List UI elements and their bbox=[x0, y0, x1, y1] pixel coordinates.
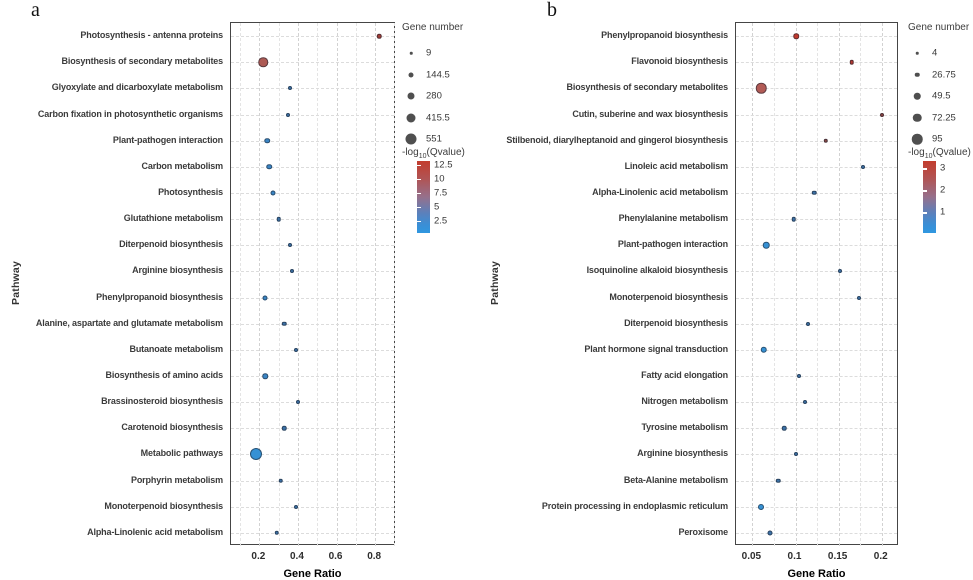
data-point bbox=[806, 322, 810, 326]
pathway-label: Arginine biosynthesis bbox=[132, 265, 223, 276]
pathway-label: Peroxisome bbox=[678, 526, 728, 537]
size-legend-value: 49.5 bbox=[932, 90, 951, 102]
x-tick-label: 0.6 bbox=[328, 551, 343, 562]
colorbar-tick bbox=[417, 207, 421, 209]
row-gridline bbox=[736, 271, 897, 272]
colorbar-label: 2.5 bbox=[434, 215, 448, 227]
major-gridline bbox=[882, 23, 883, 546]
pathway-label: Flavonoid biosynthesis bbox=[631, 56, 728, 67]
data-point bbox=[792, 217, 797, 222]
row-gridline bbox=[736, 141, 897, 142]
pathway-label: Plant hormone signal transduction bbox=[584, 343, 728, 354]
minor-gridline bbox=[317, 23, 318, 546]
data-point bbox=[861, 165, 865, 169]
data-point bbox=[794, 33, 800, 39]
row-gridline bbox=[736, 402, 897, 403]
data-point bbox=[258, 57, 268, 67]
x-tick-label: 0.8 bbox=[367, 551, 382, 562]
pathway-label: Biosynthesis of secondary metabolites bbox=[566, 82, 728, 93]
colorbar-tick bbox=[417, 221, 421, 223]
pathway-label: Alanine, aspartate and glutamate metabolism bbox=[35, 317, 223, 328]
pathway-label: Photosynthesis bbox=[158, 186, 223, 197]
data-point bbox=[760, 347, 767, 354]
pathway-label: Diterpenoid biosynthesis bbox=[624, 317, 728, 328]
pathway-label: Biosynthesis of amino acids bbox=[105, 370, 223, 381]
data-point bbox=[263, 295, 268, 300]
size-legend-dot bbox=[913, 114, 922, 123]
minor-gridline bbox=[860, 23, 861, 546]
pathway-label: Carotenoid biosynthesis bbox=[121, 422, 223, 433]
pathway-label: Plant-pathogen interaction bbox=[617, 239, 728, 250]
data-point bbox=[282, 321, 287, 326]
minor-gridline bbox=[774, 23, 775, 546]
data-point bbox=[282, 426, 287, 431]
row-gridline bbox=[736, 245, 897, 246]
x-tick-label: 0.4 bbox=[290, 551, 304, 562]
size-legend-value: 72.25 bbox=[932, 112, 956, 124]
colorbar-tick bbox=[417, 179, 421, 181]
x-axis-title: Gene Ratio bbox=[283, 568, 342, 580]
pathway-label: Phenylpropanoid biosynthesis bbox=[96, 291, 223, 302]
x-tick-label: 0.2 bbox=[873, 551, 888, 562]
pathway-label: Glutathione metabolism bbox=[123, 213, 223, 224]
minor-gridline bbox=[356, 23, 357, 546]
pathway-label: Porphyrin metabolism bbox=[130, 474, 223, 485]
data-point bbox=[857, 296, 861, 300]
row-gridline bbox=[231, 507, 394, 508]
row-gridline bbox=[231, 533, 394, 534]
pathway-label: Tyrosine metabolism bbox=[641, 422, 728, 433]
data-point bbox=[250, 448, 262, 460]
colorbar-label: 5 bbox=[434, 201, 440, 213]
colorbar bbox=[923, 161, 936, 233]
size-legend-dot bbox=[916, 52, 919, 55]
colorbar-label: 12.5 bbox=[434, 159, 453, 171]
row-gridline bbox=[231, 324, 394, 325]
row-gridline bbox=[736, 324, 897, 325]
data-point bbox=[278, 478, 283, 483]
data-point bbox=[776, 478, 781, 483]
panel-letter-b: b bbox=[547, 0, 557, 21]
row-gridline bbox=[736, 219, 897, 220]
row-gridline bbox=[736, 376, 897, 377]
pathway-label: Arginine biosynthesis bbox=[637, 448, 728, 459]
size-legend-value: 415.5 bbox=[426, 112, 450, 124]
minor-gridline bbox=[817, 23, 818, 546]
panel-letter-a: a bbox=[31, 0, 40, 21]
row-gridline bbox=[231, 141, 394, 142]
plot-area bbox=[735, 22, 898, 545]
pathway-label: Nitrogen metabolism bbox=[641, 396, 728, 407]
size-legend-dot bbox=[410, 52, 413, 55]
major-gridline bbox=[839, 23, 840, 546]
pathway-label: Carbon metabolism bbox=[141, 160, 223, 171]
data-point bbox=[274, 531, 279, 536]
data-point bbox=[823, 138, 828, 143]
data-point bbox=[262, 373, 268, 379]
pathway-label: Linoleic acid metabolism bbox=[624, 160, 728, 171]
minor-gridline bbox=[279, 23, 280, 546]
row-gridline bbox=[231, 350, 394, 351]
data-point bbox=[880, 113, 884, 117]
data-point bbox=[294, 505, 298, 509]
size-legend-dot bbox=[408, 93, 415, 100]
row-gridline bbox=[231, 271, 394, 272]
size-legend-dot bbox=[914, 93, 921, 100]
pathway-label: Cutin, suberine and wax biosynthesis bbox=[572, 108, 728, 119]
colorbar-label: 7.5 bbox=[434, 187, 448, 199]
row-gridline bbox=[231, 88, 394, 89]
x-axis-title: Gene Ratio bbox=[787, 568, 846, 580]
pathway-label: Carbon fixation in photosynthetic organisms bbox=[37, 108, 223, 119]
colorbar-tick bbox=[923, 212, 927, 214]
data-point bbox=[758, 504, 764, 510]
pathway-label: Plant-pathogen interaction bbox=[112, 134, 223, 145]
pathway-label: Isoquinoline alkaloid biosynthesis bbox=[586, 265, 728, 276]
row-gridline bbox=[736, 115, 897, 116]
pathway-label: Diterpenoid biosynthesis bbox=[119, 239, 223, 250]
data-point bbox=[288, 243, 292, 247]
pathway-label: Photosynthesis - antenna proteins bbox=[80, 30, 223, 41]
size-legend-title: Gene number bbox=[402, 22, 464, 33]
size-legend-dot bbox=[912, 134, 923, 145]
row-gridline bbox=[231, 193, 394, 194]
row-gridline bbox=[231, 36, 394, 37]
major-gridline bbox=[298, 23, 299, 546]
size-legend-title: Gene number bbox=[908, 22, 970, 33]
colorbar-tick bbox=[417, 165, 421, 167]
data-point bbox=[782, 426, 787, 431]
data-point bbox=[290, 269, 294, 273]
major-gridline bbox=[796, 23, 797, 546]
panel-b bbox=[487, 0, 973, 580]
pathway-label: Fatty acid elongation bbox=[641, 370, 728, 381]
pathway-label: Alpha-Linolenic acid metabolism bbox=[87, 526, 223, 537]
data-point bbox=[294, 348, 298, 352]
pathway-label: Beta-Alanine metabolism bbox=[623, 474, 728, 485]
data-point bbox=[276, 217, 281, 222]
row-gridline bbox=[231, 298, 394, 299]
data-point bbox=[266, 164, 272, 170]
data-point bbox=[296, 400, 300, 404]
data-point bbox=[794, 452, 798, 456]
size-legend-value: 551 bbox=[426, 133, 442, 145]
row-gridline bbox=[231, 245, 394, 246]
size-legend-dot bbox=[406, 134, 417, 145]
row-gridline bbox=[736, 428, 897, 429]
pathway-label: Protein processing in endoplasmic reticulum bbox=[541, 500, 728, 511]
pathway-label: Phenylpropanoid biosynthesis bbox=[601, 30, 728, 41]
major-gridline bbox=[752, 23, 753, 546]
minor-gridline bbox=[240, 23, 241, 546]
x-tick-label: 0.2 bbox=[251, 551, 266, 562]
data-point bbox=[377, 34, 382, 39]
row-gridline bbox=[736, 167, 897, 168]
plot-area bbox=[230, 22, 395, 545]
size-legend-value: 144.5 bbox=[426, 69, 450, 81]
row-gridline bbox=[231, 402, 394, 403]
pathway-label: Biosynthesis of secondary metabolites bbox=[61, 56, 223, 67]
major-gridline bbox=[375, 23, 376, 546]
pathway-label: Butanoate metabolism bbox=[129, 343, 223, 354]
size-legend-value: 26.75 bbox=[932, 69, 956, 81]
data-point bbox=[286, 113, 290, 117]
pathway-label: Stilbenoid, diarylheptanoid and gingerol biosynthesis bbox=[506, 134, 728, 145]
data-point bbox=[763, 242, 770, 249]
colorbar bbox=[417, 161, 430, 233]
major-gridline bbox=[337, 23, 338, 546]
size-legend-value: 4 bbox=[932, 47, 938, 59]
row-gridline bbox=[231, 115, 394, 116]
pathway-label: Glyoxylate and dicarboxylate metabolism bbox=[51, 82, 223, 93]
colorbar-label: 1 bbox=[940, 206, 946, 218]
colorbar-tick bbox=[417, 193, 421, 195]
colorbar-tick bbox=[923, 190, 927, 192]
data-point bbox=[803, 400, 807, 404]
colorbar-tick bbox=[923, 168, 927, 170]
data-point bbox=[288, 86, 292, 90]
data-point bbox=[849, 60, 854, 65]
pathway-label: Brassinosteroid biosynthesis bbox=[101, 396, 223, 407]
color-legend-title: $-\log_{10}(Qvalue)$ bbox=[402, 147, 465, 160]
pathway-label: Phenylalanine metabolism bbox=[618, 213, 728, 224]
row-gridline bbox=[231, 167, 394, 168]
size-legend-dot bbox=[915, 72, 920, 77]
pathway-label: Alpha-Linolenic acid metabolism bbox=[592, 186, 728, 197]
row-gridline bbox=[736, 454, 897, 455]
y-axis-title: Pathway bbox=[489, 261, 501, 305]
data-point bbox=[264, 138, 270, 144]
row-gridline bbox=[736, 481, 897, 482]
row-gridline bbox=[736, 298, 897, 299]
row-gridline bbox=[231, 219, 394, 220]
row-gridline bbox=[736, 36, 897, 37]
size-legend-dot bbox=[407, 113, 416, 122]
data-point bbox=[797, 374, 801, 378]
x-tick-label: 0.15 bbox=[827, 551, 848, 562]
size-legend-value: 95 bbox=[932, 133, 943, 145]
x-tick-label: 0.05 bbox=[741, 551, 762, 562]
data-point bbox=[270, 190, 275, 195]
data-point bbox=[838, 269, 842, 273]
size-legend-value: 280 bbox=[426, 90, 442, 102]
row-gridline bbox=[231, 376, 394, 377]
data-point bbox=[812, 191, 817, 196]
row-gridline bbox=[736, 533, 897, 534]
x-tick-label: 0.1 bbox=[787, 551, 802, 562]
row-gridline bbox=[736, 62, 897, 63]
colorbar-label: 2 bbox=[940, 184, 946, 196]
row-gridline bbox=[231, 481, 394, 482]
size-legend-dot bbox=[409, 72, 414, 77]
panel-a bbox=[0, 0, 486, 580]
data-point bbox=[756, 83, 767, 94]
y-axis-title: Pathway bbox=[10, 261, 22, 305]
color-legend-title: $-\log_{10}(Qvalue)$ bbox=[908, 147, 971, 160]
pathway-label: Monoterpenoid biosynthesis bbox=[104, 500, 223, 511]
pathway-label: Monoterpenoid biosynthesis bbox=[609, 291, 728, 302]
major-gridline bbox=[259, 23, 260, 546]
minor-gridline bbox=[394, 23, 395, 546]
row-gridline bbox=[231, 428, 394, 429]
colorbar-label: 10 bbox=[434, 173, 445, 185]
row-gridline bbox=[231, 62, 394, 63]
data-point bbox=[768, 530, 773, 535]
pathway-label: Metabolic pathways bbox=[140, 448, 223, 459]
size-legend-value: 9 bbox=[426, 47, 432, 59]
colorbar-label: 3 bbox=[940, 162, 946, 174]
